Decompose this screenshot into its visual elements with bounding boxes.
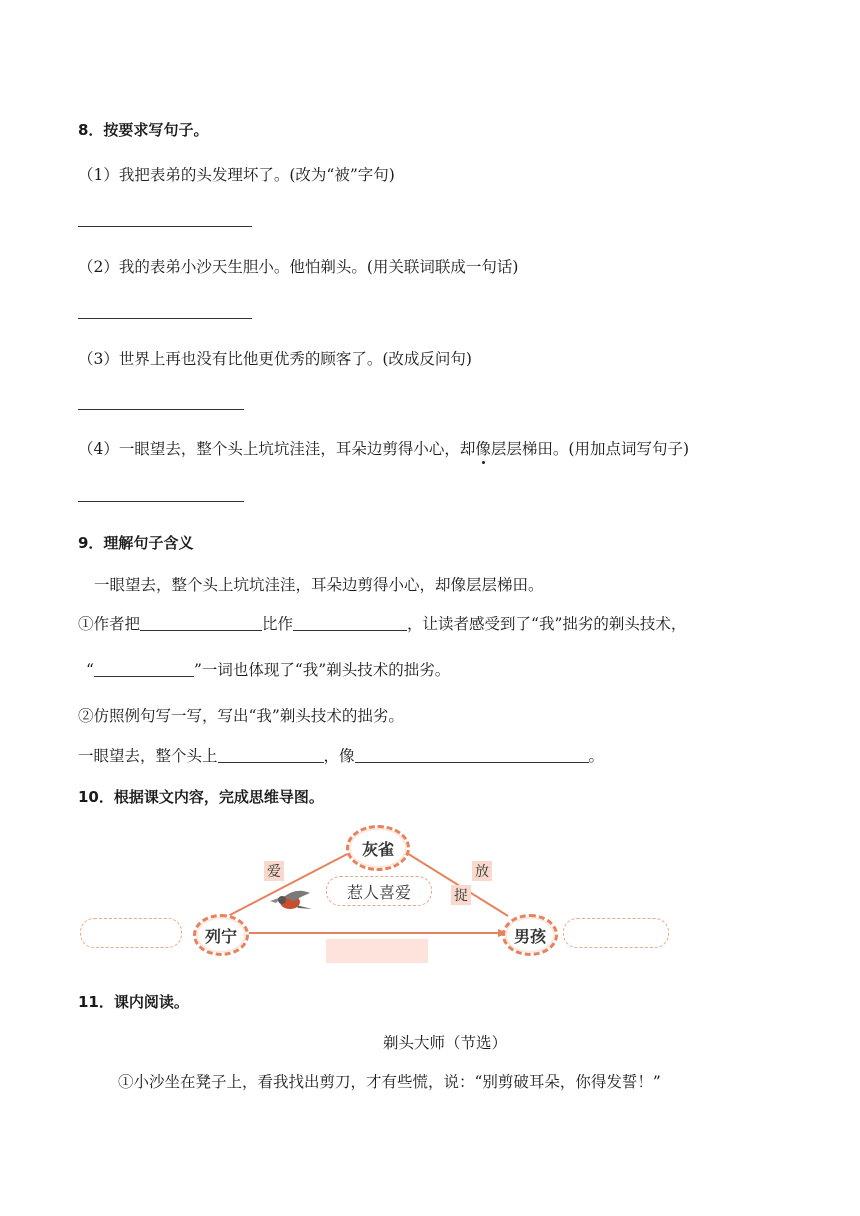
q10-title: 10．根据课文内容，完成思维导图。 bbox=[78, 788, 324, 806]
bird-icon bbox=[266, 887, 314, 915]
passage-title: 剃头大师（节选） bbox=[383, 1034, 508, 1052]
node-grey-sparrow: 灰雀 bbox=[346, 825, 410, 871]
tag-love: 爱 bbox=[264, 861, 284, 881]
q8-item-3: （3）世界上再也没有比他更优秀的顾客了。(改成反问句) bbox=[78, 350, 472, 368]
q9-l2-a: “ bbox=[86, 661, 94, 679]
q8-item-4-post: 层层梯田。(用加点词写句子) bbox=[490, 440, 689, 458]
q11-title: 11．课内阅读。 bbox=[78, 993, 189, 1011]
passage-paragraph-1: ①小沙坐在凳子上，看我找出剪刀，才有些慌，说：“别剪破耳朵，你得发誓！” bbox=[118, 1073, 661, 1091]
q9-l2-b: ”一词也体现了“我”剃头技术的拙劣。 bbox=[193, 661, 451, 679]
q8-item-4-pre: （4）一眼望去，整个头上坑坑洼洼，耳朵边剪得小心，却 bbox=[78, 440, 476, 458]
center-answer-box[interactable] bbox=[326, 939, 428, 963]
q9-line-3: ②仿照例句写一写，写出“我”剃头技术的拙劣。 bbox=[78, 707, 404, 725]
q8-item-2: （2）我的表弟小沙天生胆小。他怕剃头。(用关联词联成一句话) bbox=[78, 258, 519, 276]
center-label: 惹人喜爱 bbox=[326, 876, 432, 906]
right-answer-box[interactable] bbox=[563, 918, 669, 948]
q9-sentence: 一眼望去，整个头上坑坑洼洼，耳朵边剪得小心，却像层层梯田。 bbox=[94, 576, 544, 594]
q9-title: 9．理解句子含义 bbox=[78, 534, 194, 552]
q9-l1-b: 比作 bbox=[262, 615, 294, 633]
tag-catch: 捉 bbox=[451, 885, 471, 905]
q8-item-1: （1）我把表弟的头发理坏了。(改为“被”字句) bbox=[78, 166, 395, 184]
q9-l1-a: ①作者把 bbox=[78, 615, 141, 633]
q9-l4-b: ，像 bbox=[323, 747, 355, 765]
node-boy: 男孩 bbox=[502, 914, 558, 956]
q9-l4-c: 。 bbox=[588, 747, 605, 765]
left-answer-box[interactable] bbox=[80, 918, 182, 948]
tag-release: 放 bbox=[472, 861, 492, 881]
dotted-word: 像 bbox=[475, 437, 491, 459]
q9-l4-a: 一眼望去，整个头上 bbox=[78, 747, 218, 765]
q8-title: 8．按要求写句子。 bbox=[78, 121, 209, 139]
q9-l1-c: ，让读者感受到了“我”拙劣的剃头技术， bbox=[407, 615, 687, 633]
node-lenin: 列宁 bbox=[193, 914, 249, 956]
